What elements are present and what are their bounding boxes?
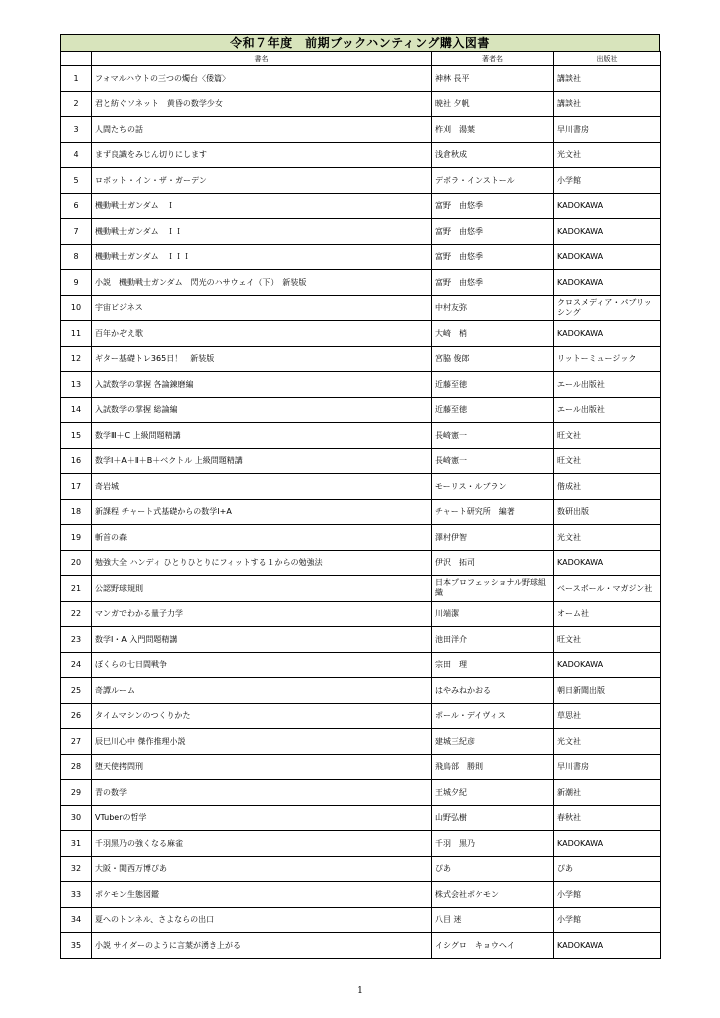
book-title-cell: 新課程 チャート式基礎からの数学Ⅰ+A [92,499,432,525]
table-row [61,295,661,321]
author-cell: 富野 由悠季 [432,219,554,245]
publisher-cell: KADOKAWA [554,652,661,678]
publisher-cell: クロスメディア・パブリッシング [554,295,661,321]
table-row [61,652,661,678]
row-number: 26 [61,703,92,729]
book-title-cell: 辰巳川心中 傑作推理小説 [92,729,432,755]
table-row [61,321,661,347]
publisher-cell: 光文社 [554,729,661,755]
book-title-cell: 堕天使拷問刑 [92,754,432,780]
author-cell: 神林 長平 [432,66,554,92]
publisher-cell: リットーミュージック [554,346,661,372]
row-number: 28 [61,754,92,780]
book-title-cell: 小説 機動戦士ガンダム 閃光のハサウェイ（下） 新装版 [92,270,432,296]
publisher-cell: 旺文社 [554,448,661,474]
book-title-cell: 百年かぞえ歌 [92,321,432,347]
author-cell: 暁社 夕帆 [432,91,554,117]
row-number: 27 [61,729,92,755]
publisher-cell: KADOKAWA [554,321,661,347]
table-row [61,397,661,423]
book-title-cell: タイムマシンのつくりかた [92,703,432,729]
book-title-cell: 数学Ⅰ・A 入門問題精講 [92,627,432,653]
row-number: 13 [61,372,92,398]
table-row [61,499,661,525]
publisher-cell: 小学館 [554,907,661,933]
author-cell: 富野 由悠季 [432,270,554,296]
author-cell: 山野弘樹 [432,805,554,831]
publisher-cell: KADOKAWA [554,193,661,219]
row-number: 4 [61,142,92,168]
table-row [61,168,661,194]
row-number: 2 [61,91,92,117]
book-table [60,51,661,959]
publisher-cell: 光文社 [554,525,661,551]
publisher-cell: 春秋社 [554,805,661,831]
book-title-cell: フォマルハウトの三つの燭台〈倭篇〉 [92,66,432,92]
table-row [61,856,661,882]
table-row [61,601,661,627]
publisher-cell: ベースボール・マガジン社 [554,576,661,602]
publisher-cell: 朝日新聞出版 [554,678,661,704]
book-title-cell: 宇宙ビジネス [92,295,432,321]
author-cell: 中村友弥 [432,295,554,321]
author-cell: ポール・デイヴィス [432,703,554,729]
author-cell: 近藤至徳 [432,397,554,423]
publisher-cell: 講談社 [554,91,661,117]
table-row [61,219,661,245]
author-cell: 宮脇 俊郎 [432,346,554,372]
row-number: 22 [61,601,92,627]
table-row [61,346,661,372]
table-row [61,907,661,933]
row-number: 18 [61,499,92,525]
author-cell: 富野 由悠季 [432,244,554,270]
publisher-cell: 早川書房 [554,754,661,780]
publisher-cell: ぴあ [554,856,661,882]
author-cell: 建城三紀彦 [432,729,554,755]
table-row [61,423,661,449]
row-number: 5 [61,168,92,194]
row-number: 21 [61,576,92,602]
document-title: 令和７年度 前期ブックハンティング購入図書 [60,34,660,51]
book-title-cell: 斬首の森 [92,525,432,551]
author-cell: 日本プロフェッショナル野球組織 [432,576,554,602]
row-number: 20 [61,550,92,576]
author-cell: ぴあ [432,856,554,882]
row-number: 6 [61,193,92,219]
book-title-cell: 奇岩城 [92,474,432,500]
book-title-cell: 奇譚ルーム [92,678,432,704]
book-title-cell: 数学Ⅲ＋C 上級問題精講 [92,423,432,449]
book-title-cell: 機動戦士ガンダム ＩＩ [92,219,432,245]
table-row [61,525,661,551]
publisher-cell: 早川書房 [554,117,661,143]
publisher-cell: 草思社 [554,703,661,729]
book-title-cell: まず良識をみじん切りにします [92,142,432,168]
row-number: 15 [61,423,92,449]
book-title-cell: VTuberの哲学 [92,805,432,831]
author-cell: 池田洋介 [432,627,554,653]
publisher-cell: KADOKAWA [554,550,661,576]
row-number: 35 [61,933,92,959]
author-cell: チャート研究所 編著 [432,499,554,525]
publisher-cell: 旺文社 [554,423,661,449]
table-row [61,703,661,729]
author-cell: 大崎 梢 [432,321,554,347]
author-cell: 近藤至徳 [432,372,554,398]
book-title-cell: 勉強大全 ハンディ ひとりひとりにフィットする１からの勉強法 [92,550,432,576]
author-cell: 伊沢 拓司 [432,550,554,576]
author-cell: 浅倉秋成 [432,142,554,168]
table-row [61,754,661,780]
table-row [61,627,661,653]
author-cell: 宗田 理 [432,652,554,678]
table-row [61,91,661,117]
publisher-cell: 小学館 [554,168,661,194]
header-number [61,52,92,66]
row-number: 30 [61,805,92,831]
header-book-title: 書名 [92,52,432,66]
row-number: 24 [61,652,92,678]
table-row [61,372,661,398]
table-row [61,193,661,219]
author-cell: モーリス・ルブラン [432,474,554,500]
author-cell: 八目 迷 [432,907,554,933]
publisher-cell: KADOKAWA [554,244,661,270]
book-title-cell: 夏へのトンネル、さよならの出口 [92,907,432,933]
book-list-sheet [60,34,660,959]
publisher-cell: KADOKAWA [554,933,661,959]
row-number: 17 [61,474,92,500]
book-title-cell: ロボット・イン・ザ・ガーデン [92,168,432,194]
page-number: 1 [357,986,363,996]
book-title-cell: 人間たちの話 [92,117,432,143]
publisher-cell: 講談社 [554,66,661,92]
publisher-cell: KADOKAWA [554,831,661,857]
publisher-cell: エール出版社 [554,372,661,398]
table-row [61,448,661,474]
book-title-cell: ギター基礎トレ365日！ 新装版 [92,346,432,372]
publisher-cell: 小学館 [554,882,661,908]
row-number: 11 [61,321,92,347]
table-row [61,780,661,806]
row-number: 9 [61,270,92,296]
book-title-cell: ポケモン生態図鑑 [92,882,432,908]
author-cell: 長崎憲一 [432,448,554,474]
book-title-cell: 君と紡ぐソネット 黄昏の数学少女 [92,91,432,117]
book-title-cell: マンガでわかる量子力学 [92,601,432,627]
author-cell: 飛鳥部 勝則 [432,754,554,780]
book-title-cell: 小説 サイダーのように言葉が湧き上がる [92,933,432,959]
book-title-cell: 入試数学の掌握 総論編 [92,397,432,423]
publisher-cell: 数研出版 [554,499,661,525]
row-number: 33 [61,882,92,908]
row-number: 14 [61,397,92,423]
author-cell: はやみねかおる [432,678,554,704]
row-number: 8 [61,244,92,270]
row-number: 7 [61,219,92,245]
book-title-cell: 公認野球規則 [92,576,432,602]
table-row [61,805,661,831]
book-title-cell: 入試数学の掌握 各論錬磨編 [92,372,432,398]
table-body [61,66,661,959]
publisher-cell: 旺文社 [554,627,661,653]
row-number: 31 [61,831,92,857]
table-row [61,882,661,908]
book-title-cell: 数学Ⅰ＋A＋Ⅱ＋B＋ベクトル 上級問題精講 [92,448,432,474]
book-title-cell: 千羽黑乃の強くなる麻雀 [92,831,432,857]
table-row [61,831,661,857]
table-row [61,117,661,143]
author-cell: 富野 由悠季 [432,193,554,219]
author-cell: 株式会社ポケモン [432,882,554,908]
row-number: 16 [61,448,92,474]
table-row [61,270,661,296]
row-number: 23 [61,627,92,653]
book-title-cell: 機動戦士ガンダム ＩＩＩ [92,244,432,270]
author-cell: 澤村伊智 [432,525,554,551]
table-row [61,678,661,704]
table-row [61,729,661,755]
row-number: 19 [61,525,92,551]
row-number: 10 [61,295,92,321]
table-row [61,142,661,168]
author-cell: デボラ・インストール [432,168,554,194]
table-row [61,474,661,500]
table-header-row [61,52,661,66]
row-number: 32 [61,856,92,882]
publisher-cell: エール出版社 [554,397,661,423]
author-cell: 千羽 黒乃 [432,831,554,857]
author-cell: 長崎憲一 [432,423,554,449]
table-row [61,550,661,576]
author-cell: イシグロ キョウヘイ [432,933,554,959]
book-title-cell: ぼくらの七日間戦争 [92,652,432,678]
book-title-cell: 機動戦士ガンダム Ｉ [92,193,432,219]
author-cell: 柞刈 湯葉 [432,117,554,143]
table-row [61,244,661,270]
publisher-cell: オーム社 [554,601,661,627]
publisher-cell: KADOKAWA [554,270,661,296]
row-number: 3 [61,117,92,143]
table-row [61,576,661,602]
header-author: 著者名 [432,52,554,66]
publisher-cell: 偕成社 [554,474,661,500]
publisher-cell: KADOKAWA [554,219,661,245]
book-title-cell: 青の数学 [92,780,432,806]
publisher-cell: 新潮社 [554,780,661,806]
publisher-cell: 光文社 [554,142,661,168]
table-row [61,933,661,959]
row-number: 25 [61,678,92,704]
row-number: 1 [61,66,92,92]
book-title-cell: 大阪・関西万博ぴあ [92,856,432,882]
author-cell: 王城夕紀 [432,780,554,806]
header-publisher: 出版社 [554,52,661,66]
table-row [61,66,661,92]
row-number: 12 [61,346,92,372]
row-number: 34 [61,907,92,933]
author-cell: 川端潔 [432,601,554,627]
row-number: 29 [61,780,92,806]
